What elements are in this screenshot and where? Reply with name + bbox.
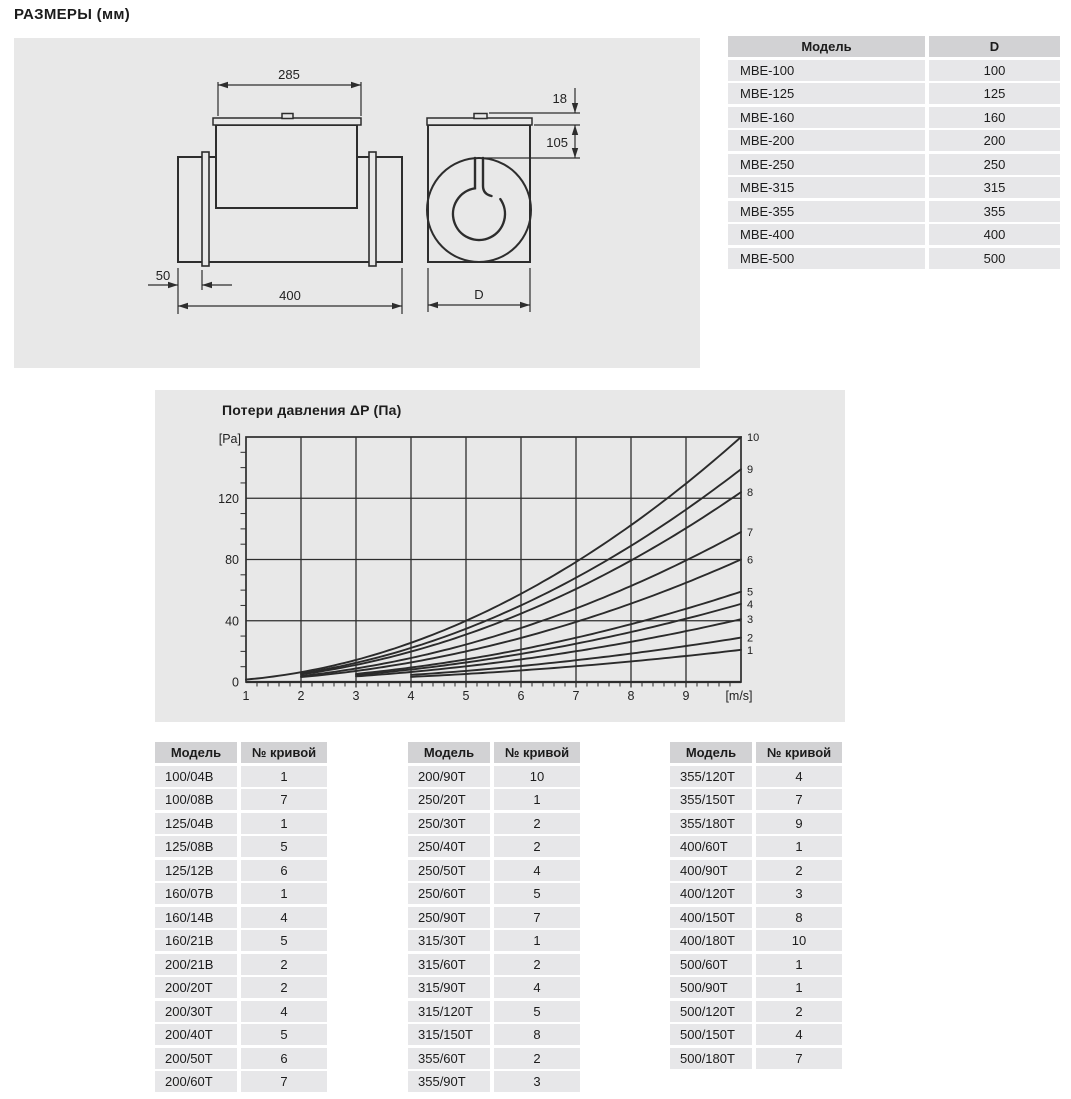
table-cell: 400/90Т: [670, 860, 752, 881]
table-cell: 125/12В: [155, 860, 237, 881]
table-row: [728, 107, 1060, 128]
curve-label-3: 3: [747, 614, 754, 627]
table-row: [155, 883, 327, 904]
curve-label-8: 8: [747, 487, 754, 500]
x-tick-label: 5: [462, 689, 470, 703]
table-cell: 355/60Т: [408, 1048, 490, 1069]
table-cell: 355/180Т: [670, 813, 752, 834]
table-cell: 100/04В: [155, 766, 237, 787]
table-cell: 2: [494, 1048, 580, 1069]
table-cell: 3: [756, 883, 842, 904]
table-cell: 400/120Т: [670, 883, 752, 904]
table-row: [670, 860, 842, 881]
table-row: [670, 766, 842, 787]
table-cell: 355/120Т: [670, 766, 752, 787]
pressure-curve-10: [246, 437, 741, 680]
table-cell: 315: [929, 177, 1060, 198]
duct-heater-drawing: [14, 38, 700, 368]
table-row: [155, 836, 327, 857]
table-header-cell: № кривой: [241, 742, 327, 763]
table-cell: 315/120Т: [408, 1001, 490, 1022]
table-cell: 2: [241, 977, 327, 998]
heating-element-icon: [453, 158, 505, 240]
table-cell: 200/40Т: [155, 1024, 237, 1045]
curve-label-7: 7: [747, 526, 754, 539]
table-cell: 5: [494, 1001, 580, 1022]
x-tick-label: 2: [297, 689, 305, 703]
table-row: [408, 836, 580, 857]
table-cell: 1: [241, 883, 327, 904]
table-cell: 355/150Т: [670, 789, 752, 810]
table-cell: 315/60Т: [408, 954, 490, 975]
table-row: [155, 789, 327, 810]
table-header-row: [728, 36, 1060, 57]
table-row: [728, 248, 1060, 269]
table-row: [408, 813, 580, 834]
table-row: [408, 907, 580, 928]
table-cell: 1: [241, 813, 327, 834]
table-cell: 1: [756, 836, 842, 857]
table-row: [670, 1048, 842, 1069]
table-row: [670, 1024, 842, 1045]
table-cell: 10: [494, 766, 580, 787]
table-cell: 7: [756, 1048, 842, 1069]
table-cell: 315/30Т: [408, 930, 490, 951]
side-view: [178, 114, 402, 267]
table-cell: 1: [241, 766, 327, 787]
table-cell: 315/90Т: [408, 977, 490, 998]
table-header-row: [408, 742, 580, 763]
table-cell: 355/90Т: [408, 1071, 490, 1092]
table-cell: МВЕ-315: [728, 177, 925, 198]
table-cell: 3: [494, 1071, 580, 1092]
table-row: [670, 977, 842, 998]
x-tick-label: 1: [242, 689, 250, 703]
table-cell: 7: [241, 789, 327, 810]
table-cell: МВЕ-160: [728, 107, 925, 128]
x-tick-label: 3: [352, 689, 360, 703]
table-row: [670, 789, 842, 810]
y-tick-label: 40: [225, 614, 239, 629]
table-cell: 250/60Т: [408, 883, 490, 904]
table-cell: МВЕ-355: [728, 201, 925, 222]
curve-table-1: [155, 742, 327, 1095]
table-row: [155, 907, 327, 928]
table-cell: 2: [494, 836, 580, 857]
table-row: [408, 1048, 580, 1069]
table-cell: 4: [241, 1001, 327, 1022]
table-row: [408, 766, 580, 787]
curve-label-4: 4: [747, 598, 754, 611]
table-cell: МВЕ-500: [728, 248, 925, 269]
table-cell: 200/20Т: [155, 977, 237, 998]
table-row: [670, 1001, 842, 1022]
table-cell: 7: [756, 789, 842, 810]
table-cell: 400/60Т: [670, 836, 752, 857]
table-cell: 2: [494, 954, 580, 975]
table-row: [408, 789, 580, 810]
table-row: [728, 201, 1060, 222]
table-row: [728, 154, 1060, 175]
table-cell: 5: [241, 1024, 327, 1045]
table-header-cell: Модель: [155, 742, 237, 763]
pressure-loss-chart-panel: [155, 390, 845, 722]
table-cell: 6: [241, 860, 327, 881]
table-cell: МВЕ-200: [728, 130, 925, 151]
table-cell: 4: [756, 766, 842, 787]
table-cell: 125/04В: [155, 813, 237, 834]
table-row: [155, 1001, 327, 1022]
table-cell: 250/40Т: [408, 836, 490, 857]
table-cell: 315/150Т: [408, 1024, 490, 1045]
table-cell: 400: [929, 224, 1060, 245]
table-cell: 1: [494, 789, 580, 810]
curve-label-9: 9: [747, 464, 754, 477]
table-header-cell: Модель: [408, 742, 490, 763]
x-tick-label: 8: [627, 689, 635, 703]
y-tick-label: 0: [232, 675, 239, 690]
table-row: [155, 930, 327, 951]
table-cell: 2: [756, 1001, 842, 1022]
table-header-row: [155, 742, 327, 763]
dim-D: D: [474, 287, 484, 302]
table-row: [408, 977, 580, 998]
curve-table-2: [408, 742, 580, 1095]
table-row: [670, 836, 842, 857]
y-tick-label: 120: [218, 491, 239, 506]
table-cell: 500/120Т: [670, 1001, 752, 1022]
table-cell: 100/08В: [155, 789, 237, 810]
table-row: [408, 1071, 580, 1092]
curve-label-6: 6: [747, 554, 754, 567]
table-cell: 160/21В: [155, 930, 237, 951]
table-header-cell: Модель: [728, 36, 925, 57]
dimension-lines: [148, 82, 580, 314]
table-cell: 7: [494, 907, 580, 928]
table-cell: 250/30Т: [408, 813, 490, 834]
chart-title: Потери давления ΔP (Па): [222, 402, 402, 418]
table-cell: 5: [494, 883, 580, 904]
table-header-cell: № кривой: [756, 742, 842, 763]
table-cell: 355: [929, 201, 1060, 222]
table-row: [408, 883, 580, 904]
table-cell: 4: [241, 907, 327, 928]
table-cell: 160/07В: [155, 883, 237, 904]
table-cell: 500: [929, 248, 1060, 269]
curve-label-1: 1: [747, 644, 754, 657]
table-row: [155, 977, 327, 998]
curve-label-2: 2: [747, 632, 754, 645]
dim-285: 285: [278, 67, 300, 82]
table-row: [408, 930, 580, 951]
page-title: РАЗМЕРЫ (мм): [14, 6, 131, 23]
table-cell: 250: [929, 154, 1060, 175]
table-row: [155, 1048, 327, 1069]
table-cell: 4: [494, 860, 580, 881]
x-axis-unit-label: [m/s]: [725, 689, 753, 703]
table-cell: 160/14В: [155, 907, 237, 928]
table-cell: 250/20Т: [408, 789, 490, 810]
table-row: [155, 860, 327, 881]
dimensions-table: [728, 36, 1060, 271]
table-cell: 1: [756, 977, 842, 998]
table-cell: 5: [241, 836, 327, 857]
table-cell: 125: [929, 83, 1060, 104]
table-row: [408, 860, 580, 881]
table-row: [728, 177, 1060, 198]
table-cell: 100: [929, 60, 1060, 81]
table-cell: 2: [241, 954, 327, 975]
table-row: [155, 766, 327, 787]
table-row: [728, 130, 1060, 151]
table-cell: 125/08В: [155, 836, 237, 857]
table-row: [670, 813, 842, 834]
table-cell: 200/50Т: [155, 1048, 237, 1069]
table-cell: МВЕ-100: [728, 60, 925, 81]
table-header-row: [670, 742, 842, 763]
table-row: [670, 930, 842, 951]
x-tick-label: 7: [572, 689, 580, 703]
dimensions-drawing-panel: [14, 38, 700, 368]
dim-18: 18: [552, 91, 567, 106]
table-cell: 6: [241, 1048, 327, 1069]
y-tick-label: 80: [225, 553, 239, 567]
table-cell: 200: [929, 130, 1060, 151]
table-cell: 2: [494, 813, 580, 834]
dim-105: 105: [546, 135, 568, 150]
table-cell: 1: [756, 954, 842, 975]
table-cell: МВЕ-400: [728, 224, 925, 245]
table-row: [728, 83, 1060, 104]
curve-table-3: [670, 742, 842, 1071]
table-cell: 200/60Т: [155, 1071, 237, 1092]
table-cell: МВЕ-250: [728, 154, 925, 175]
table-cell: 9: [756, 813, 842, 834]
table-cell: 4: [756, 1024, 842, 1045]
table-cell: 200/21В: [155, 954, 237, 975]
table-row: [155, 954, 327, 975]
dim-50: 50: [155, 268, 171, 283]
table-row: [155, 1024, 327, 1045]
table-header-cell: D: [929, 36, 1060, 57]
table-cell: 500/90Т: [670, 977, 752, 998]
pressure-curve-4: [356, 604, 741, 675]
table-row: [408, 954, 580, 975]
table-cell: 250/90Т: [408, 907, 490, 928]
table-cell: 200/30Т: [155, 1001, 237, 1022]
table-cell: 7: [241, 1071, 327, 1092]
x-tick-label: 9: [682, 689, 690, 703]
table-cell: 1: [494, 930, 580, 951]
table-header-cell: № кривой: [494, 742, 580, 763]
curve-label-10: 10: [747, 432, 760, 444]
table-cell: 8: [756, 907, 842, 928]
table-row: [408, 1001, 580, 1022]
y-axis-unit-label: [Pa]: [218, 432, 241, 446]
table-row: [155, 1071, 327, 1092]
table-cell: 2: [756, 860, 842, 881]
front-view: [427, 114, 532, 263]
table-cell: 10: [756, 930, 842, 951]
table-cell: 160: [929, 107, 1060, 128]
table-row: [670, 954, 842, 975]
table-cell: МВЕ-125: [728, 83, 925, 104]
table-row: [408, 1024, 580, 1045]
table-row: [728, 60, 1060, 81]
table-cell: 400/150Т: [670, 907, 752, 928]
table-row: [155, 813, 327, 834]
table-cell: 200/90Т: [408, 766, 490, 787]
pressure-loss-chart: [155, 390, 845, 722]
curve-label-5: 5: [747, 586, 754, 599]
table-row: [670, 883, 842, 904]
dim-400: 400: [279, 288, 301, 303]
table-cell: 5: [241, 930, 327, 951]
table-row: [670, 907, 842, 928]
table-cell: 400/180Т: [670, 930, 752, 951]
table-cell: 4: [494, 977, 580, 998]
x-tick-label: 6: [517, 689, 525, 703]
table-row: [728, 224, 1060, 245]
table-cell: 500/150Т: [670, 1024, 752, 1045]
table-header-cell: Модель: [670, 742, 752, 763]
table-cell: 500/180Т: [670, 1048, 752, 1069]
table-cell: 8: [494, 1024, 580, 1045]
table-cell: 500/60Т: [670, 954, 752, 975]
x-tick-label: 4: [407, 689, 415, 703]
table-cell: 250/50Т: [408, 860, 490, 881]
